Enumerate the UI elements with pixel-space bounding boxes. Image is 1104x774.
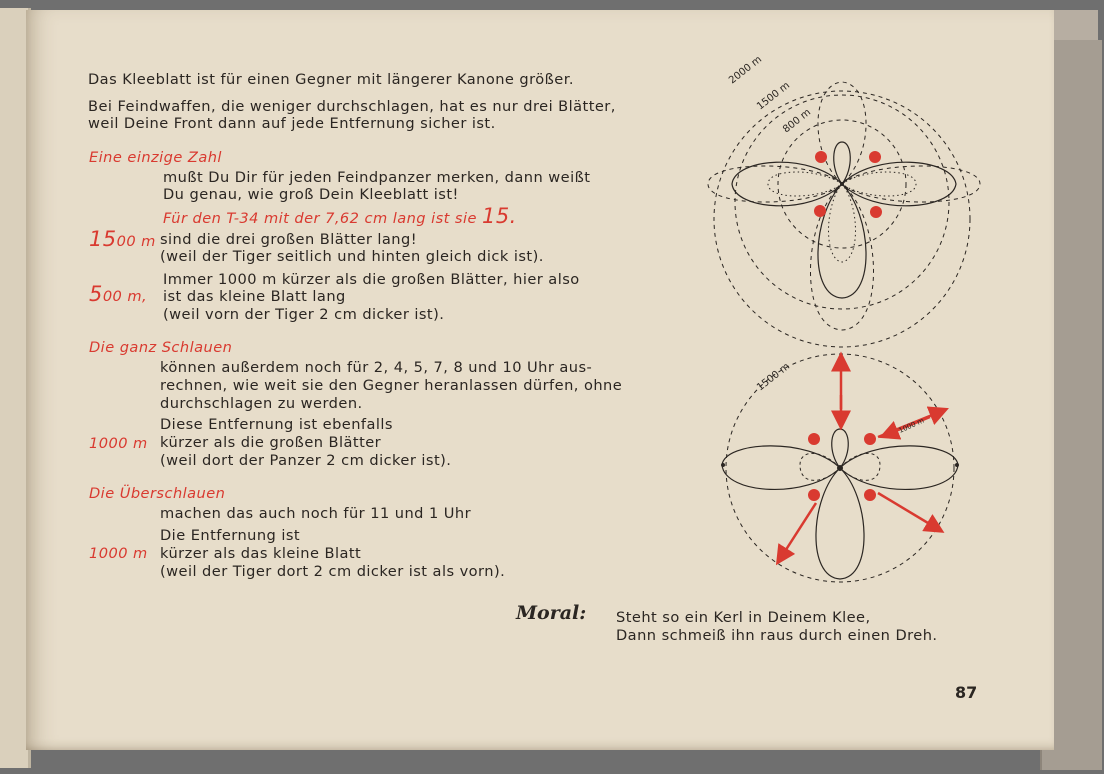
leaf-left	[732, 162, 842, 206]
section1-line-6: ist das kleine Blatt lang	[163, 288, 346, 305]
intro-line-2: Bei Feindwaffen, die weniger durchschlagen, hat es nur drei Blätter,	[88, 98, 616, 115]
leaf-left	[722, 446, 840, 490]
cloverleaf-diagram-2	[710, 345, 970, 585]
t34-number: 15.	[482, 204, 517, 228]
section3-line-1: machen das auch noch für 11 und 1 Uhr	[160, 505, 472, 522]
leaf-tip-left	[721, 463, 725, 467]
section-heading-eine-einzige-zahl: Eine einzige Zahl	[89, 149, 222, 166]
section1-line-2: Du genau, wie groß Dein Kleeblatt ist!	[163, 186, 459, 203]
red-dot	[815, 151, 827, 163]
moral-line-1: Steht so ein Kerl in Deinem Klee,	[616, 609, 871, 626]
page-number: 87	[955, 683, 978, 702]
margin-500m	[89, 282, 148, 306]
red-dot	[808, 433, 820, 445]
section3-line-4: (weil der Tiger dort 2 cm dicker ist als vorn).	[160, 563, 506, 580]
tank-center	[840, 182, 844, 186]
section2-line-2: rechnen, wie weit sie den Gegner heranlassen dürfen, ohne	[160, 377, 623, 394]
margin-1500m-small: 00 m	[116, 233, 156, 250]
cloverleaf-diagram-1	[690, 40, 970, 340]
leaf-top-dashed	[818, 82, 866, 184]
leaf-left-dashed	[708, 166, 842, 202]
range-label-2000m: 2000 m	[727, 54, 765, 87]
section1-red-line	[163, 204, 517, 228]
section1-line-7: (weil vorn der Tiger 2 cm dicker ist).	[163, 306, 445, 323]
leaf-right-dashed	[842, 166, 980, 202]
margin-500m-small: 00 m,	[102, 288, 148, 305]
range-circle-2000m	[714, 91, 970, 347]
section3-line-3: kürzer als das kleine Blatt	[160, 545, 362, 562]
leaf-bottom	[818, 184, 866, 298]
margin-1000m-a: 1000 m	[89, 435, 148, 452]
leaf-right	[842, 162, 956, 206]
section2-line-5: kürzer als die großen Blätter	[160, 434, 382, 451]
range-label-1500m: 1500 m	[755, 80, 793, 113]
red-dot	[864, 433, 876, 445]
red-dot	[870, 206, 882, 218]
section2-line-3: durchschlagen zu werden.	[160, 395, 363, 412]
intro-line-3: weil Deine Front dann auf jede Entfernung sicher ist.	[88, 115, 496, 132]
margin-1500m	[89, 227, 156, 251]
section1-line-4: (weil der Tiger seitlich und hinten gleich dick ist).	[160, 248, 544, 265]
section-heading-die-ueberschlauen: Die Überschlauen	[89, 485, 226, 502]
intro-line-1: Das Kleeblatt ist für einen Gegner mit längerer Kanone größer.	[88, 71, 574, 88]
moral-line-2: Dann schmeiß ihn raus durch einen Dreh.	[616, 627, 938, 644]
leaf-bottom	[816, 468, 864, 579]
section1-line-1: mußt Du Dir für jeden Feindpanzer merken, dann weißt	[163, 169, 591, 186]
section1-line-3: sind die drei großen Blätter lang!	[160, 231, 418, 248]
leaf-tip-right	[955, 463, 959, 467]
margin-500m-big: 5	[89, 282, 103, 306]
margin-1000m-b: 1000 m	[89, 545, 148, 562]
arrow-lower-left	[780, 503, 816, 559]
red-dot	[864, 489, 876, 501]
range-label-800m: 800 m	[781, 106, 814, 136]
range-label-1500m: 1500 m	[755, 361, 793, 394]
arrow-lower-right	[878, 493, 938, 529]
range-label-1000m: 1000 m	[897, 416, 926, 435]
section3-line-2: Die Entfernung ist	[160, 527, 301, 544]
section-heading-die-ganz-schlauen: Die ganz Schlauen	[89, 339, 233, 356]
section2-line-6: (weil dort der Panzer 2 cm dicker ist).	[160, 452, 452, 469]
moral-label: Moral:	[516, 602, 587, 624]
section1-line-5: Immer 1000 m kürzer als die großen Blätter, hier also	[163, 271, 580, 288]
red-dot	[814, 205, 826, 217]
tank-center	[837, 465, 843, 471]
margin-1500m-big: 15	[89, 227, 117, 251]
leaf-right	[840, 446, 958, 490]
red-dot	[808, 489, 820, 501]
section2-line-1: können außerdem noch für 2, 4, 5, 7, 8 und 10 Uhr aus-	[160, 359, 593, 376]
t34-text: Für den T-34 mit der 7,62 cm lang ist sie	[163, 210, 477, 227]
red-dot	[869, 151, 881, 163]
section2-line-4: Diese Entfernung ist ebenfalls	[160, 416, 393, 433]
